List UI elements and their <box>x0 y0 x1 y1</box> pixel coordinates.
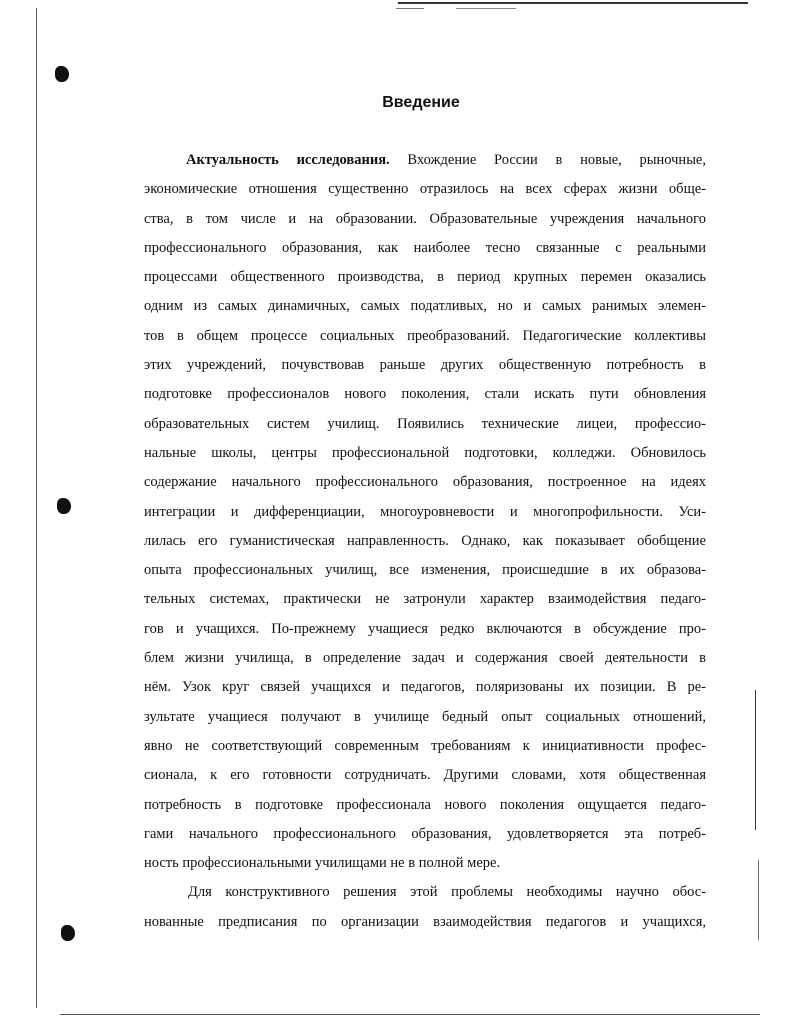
text-line: Для конструктивного решения этой проблемы необходимы научно обос- <box>188 884 706 901</box>
text-line: тельных системах, практически не затронули характер взаимодействия педаго- <box>144 591 706 608</box>
text-line: одним из самых динамичных, самых податливых, но и самых ранимых элемен- <box>144 298 706 315</box>
scan-edge-left <box>36 8 37 1008</box>
punch-hole-icon <box>57 498 71 514</box>
scan-edge-bottom <box>60 1014 760 1015</box>
scan-mark <box>456 8 516 9</box>
text-line <box>144 146 706 175</box>
text-line: профессионального образования, как наиболее тесно связанные с реальными <box>144 239 706 256</box>
text-line: сионала, к его готовности сотрудничать. Другими словами, хотя общественная <box>144 767 706 784</box>
text-line: тов в общем процессе социальных преобразований. Педагогические коллективы <box>144 327 706 344</box>
text-line: интеграции и дифференциации, многоуровневости и многопрофильности. Уси- <box>144 503 706 520</box>
text-line: ства, в том числе и на образовании. Образовательные учреждения начального <box>144 210 706 227</box>
body-text <box>144 146 706 937</box>
scan-edge-right <box>755 690 756 830</box>
scan-edge-top <box>398 2 748 4</box>
text-line-content: Вхождение России в новые, рыночные, <box>389 152 706 168</box>
text-line: ность профессиональными училищами не в полной мере. <box>144 855 501 872</box>
text-line: лилась его гуманистическая направленность. Однако, как показывает обобщение <box>144 532 706 549</box>
text-line: опыта профессиональных училищ, все изменения, происшедшие в их образова- <box>144 562 706 579</box>
text-line: гами начального профессионального образования, удовлетворяется эта потреб- <box>144 825 706 842</box>
text-line: подготовке профессионалов нового поколения, стали искать пути обновления <box>144 386 706 403</box>
text-line: нованные предписания по организации взаимодействия педагогов и учащихся, <box>144 913 706 930</box>
punch-hole-icon <box>61 925 75 941</box>
text-line: блем жизни училища, в определение задач и содержания своей деятельности в <box>144 650 706 667</box>
text-line: нальные школы, центры профессиональной подготовки, колледжи. Обновилось <box>144 444 706 461</box>
text-line: потребность в подготовке профессионала нового поколения ощущается педаго- <box>144 796 706 813</box>
text-line: нём. Узок круг связей учащихся и педагогов, поляризованы их позиции. В ре- <box>144 679 706 696</box>
page-title: Введение <box>382 94 460 111</box>
text-line: образовательных систем училищ. Появились технические лицеи, профессио- <box>144 415 706 432</box>
text-line: процессами общественного производства, в период крупных перемен оказались <box>144 269 706 286</box>
scan-mark <box>396 8 424 9</box>
text-line: явно не соответствующий современным требованиям к инициативности профес- <box>144 737 706 754</box>
punch-hole-icon <box>55 66 69 82</box>
text-line: содержание начального профессионального образования, построенное на идеях <box>144 474 706 491</box>
text-line: зультате учащиеся получают в училище бедный опыт социальных отношений, <box>144 708 706 725</box>
scan-edge-right <box>758 860 759 940</box>
lead-phrase: Актуальность исследования. <box>186 152 390 168</box>
text-line: экономические отношения существенно отразилось на всех сферах жизни обще- <box>144 181 706 198</box>
text-line: этих учреждений, почувствовав раньше других общественную потребность в <box>144 357 706 374</box>
text-line: гов и учащихся. По-прежнему учащиеся редко включаются в обсуждение про- <box>144 620 706 637</box>
